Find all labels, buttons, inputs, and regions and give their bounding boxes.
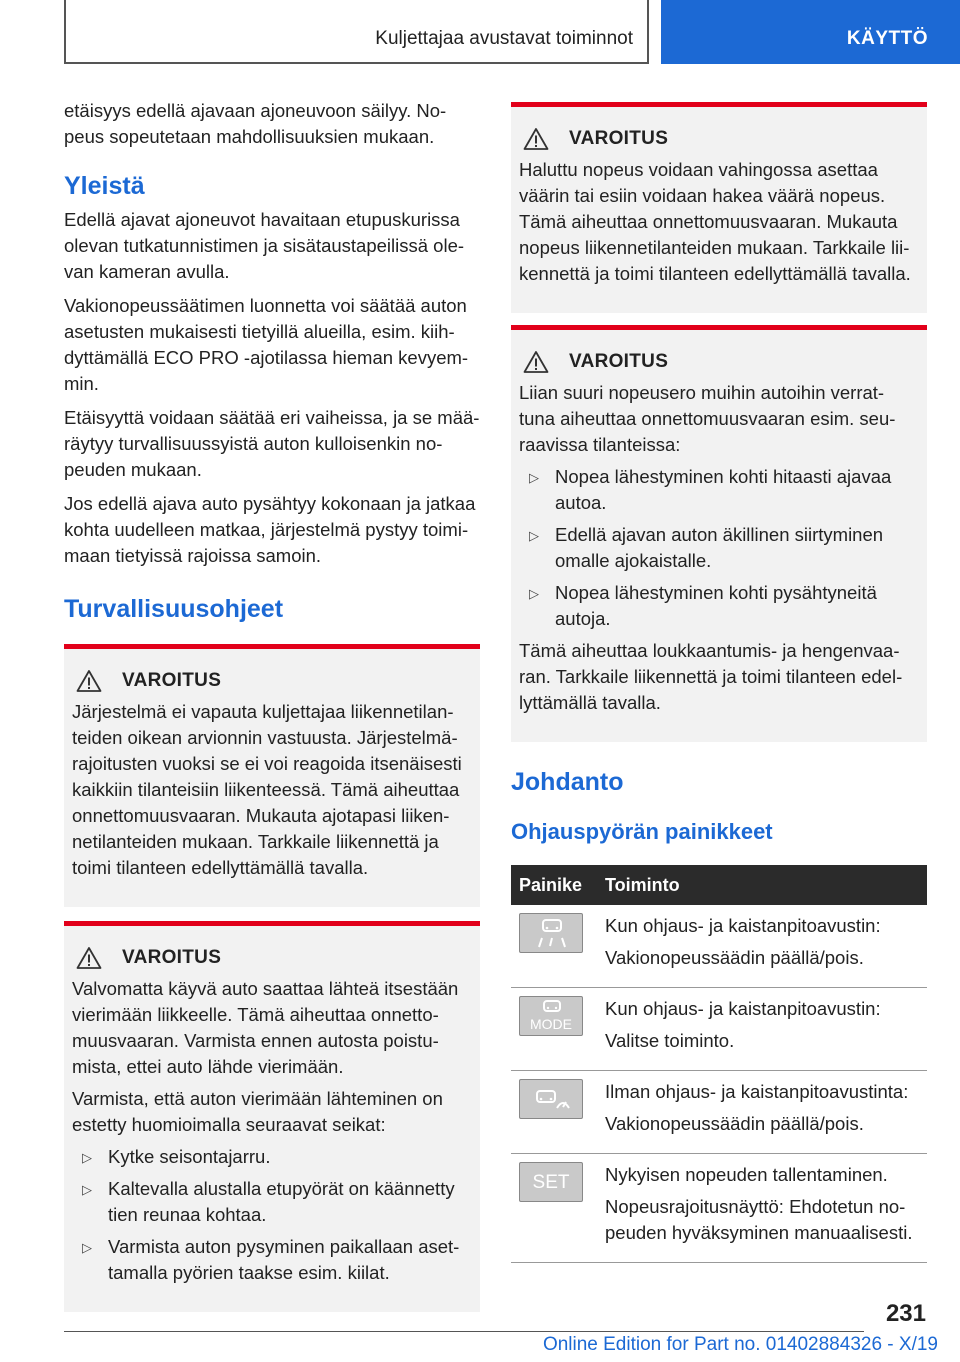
header-chapter-title: KÄYTTÖ bbox=[846, 28, 928, 49]
function-line: Nykyisen nopeuden tallentaminen. bbox=[605, 1164, 888, 1185]
warning-title bbox=[72, 669, 472, 693]
warning-title-text: VAROITUS bbox=[569, 351, 669, 372]
header-section-title: Kuljettajaa avustavat toiminnot bbox=[375, 28, 633, 49]
warning-triangle-icon bbox=[76, 669, 102, 693]
key-label: MODE bbox=[530, 1016, 572, 1032]
warning-title-text: VAROITUS bbox=[569, 128, 669, 149]
warning-title-text: VAROITUS bbox=[122, 947, 222, 968]
list-item: ▷ Nopea lähestyminen kohti pysähtyneitä autoja. bbox=[529, 582, 877, 629]
warning-triangle-icon bbox=[523, 127, 549, 151]
intro-paragraph: etäisyys edellä ajavaan ajoneuvoon säilyy. No-peus sopeutetaan mahdollisuuksien mukaan. bbox=[64, 100, 447, 147]
list-item: ▷ Kytke seisontajarru. bbox=[72, 1144, 472, 1170]
buttons-table bbox=[511, 865, 927, 1263]
general-paragraph-1: Edellä ajavat ajoneuvot havaitaan etupuskurissa olevan tutkatunnistimen ja sisätaustapeilissä ole-van kameran avulla. bbox=[64, 209, 465, 282]
warning-title bbox=[519, 127, 919, 151]
warning-text: Tämä aiheuttaa loukkaantumis- ja hengenvaa-ran. Tarkkaile liikennettä ja toimi tilanteen edel-lyttämällä tavalla. bbox=[519, 640, 903, 713]
function-line: Vakionopeussäädin päällä/pois. bbox=[605, 1113, 864, 1134]
list-item: ▷ Kaltevalla alustalla etupyörät on käännetty tien reunaa kohtaa. bbox=[82, 1178, 455, 1225]
warning-list bbox=[519, 464, 919, 632]
lane-assist-button-icon bbox=[519, 913, 583, 953]
warning-box bbox=[511, 102, 927, 313]
function-line: Ilman ohjaus- ja kaistanpitoavustinta: bbox=[605, 1081, 909, 1102]
table-row bbox=[511, 905, 927, 988]
warning-title-text: VAROITUS bbox=[122, 670, 222, 691]
header-chapter-tab bbox=[661, 0, 960, 64]
table-header-row bbox=[511, 865, 927, 905]
bullet-triangle-icon: ▷ bbox=[529, 528, 539, 543]
warning-box bbox=[511, 325, 927, 742]
warning-text: Valvomatta käyvä auto saattaa lähteä itsestään vierimään liikkeelle. Tämä aiheuttaa onnetto-muusvaaran. Varmista ennen autosta poistu-mista, ettei auto lähde vierimään. bbox=[72, 978, 459, 1077]
warning-text: Haluttu nopeus voidaan vahingossa asettaa väärin tai esiin voidaan hakea väärä nopeus. Tämä aiheuttaa onnettomuusvaaran. Mukauta nopeus liikennetilanteiden mukaan. Tarkkaile lii-kennettä ja toimi tilanteen edellyttämällä tavalla. bbox=[519, 159, 911, 284]
warning-title bbox=[72, 946, 472, 970]
buttons-heading: Ohjauspyörän painikkeet bbox=[511, 819, 773, 844]
function-line: Kun ohjaus- ja kaistanpitoavustin: bbox=[605, 998, 881, 1019]
general-paragraph-2: Vakionopeussäätimen luonnetta voi säätää auton asetusten mukaisesti tietyillä alueilla, esim. kiih-dyttämällä ECO PRO -ajotilassa hieman kevyem-min. bbox=[64, 295, 469, 394]
footer-divider bbox=[64, 1331, 864, 1332]
table-row bbox=[511, 1154, 927, 1263]
warning-box bbox=[64, 921, 480, 1312]
table-row bbox=[511, 1071, 927, 1154]
warning-title bbox=[519, 350, 919, 374]
warning-triangle-icon bbox=[76, 946, 102, 970]
function-line: Nopeusrajoitusnäyttö: Ehdotetun no-peuden hyväksyminen manuaalisesti. bbox=[605, 1196, 913, 1243]
bullet-triangle-icon: ▷ bbox=[529, 586, 539, 601]
function-line: Valitse toiminto. bbox=[605, 1030, 735, 1051]
left-column bbox=[64, 98, 480, 1326]
page-number: 231 bbox=[885, 1300, 926, 1327]
footer-edition: Online Edition for Part no. 01402884326 - X/19 bbox=[542, 1334, 938, 1355]
safety-heading: Turvallisuusohjeet bbox=[64, 595, 284, 623]
cruise-control-button-icon bbox=[519, 1079, 583, 1119]
warning-text: Järjestelmä ei vapauta kuljettajaa liikennetilan-teiden oikean arvionnin vastuusta. Järjestelmä-rajoitusten vuoksi se ei voi reagoida itsenäisesti kaikkiin tilanteisiin liikenteessä. Tämä aiheuttaa onnettomuusvaaran. Mukauta ajotapasi liiken-netilanteiden mukaan. Tarkkaile liikennettä ja toimi tilanteen edellyttämällä tavalla. bbox=[72, 701, 462, 878]
table-header-button: Painike bbox=[511, 865, 597, 905]
general-paragraph-4: Jos edellä ajava auto pysähtyy kokonaan ja jatkaa kohta uudelleen matkaa, järjestelmä pystyy toimi-maan tietyissä rajoissa samoin. bbox=[64, 493, 476, 566]
warning-text: Liian suuri nopeusero muihin autoihin verrat-tuna aiheuttaa onnettomuusvaaran esim. seu-raavissa tilanteissa: bbox=[519, 382, 896, 455]
warning-list bbox=[72, 1144, 472, 1286]
right-column bbox=[511, 102, 927, 1263]
list-item: ▷ Edellä ajavan auton äkillinen siirtyminen omalle ajokaistalle. bbox=[529, 524, 884, 571]
warning-triangle-icon bbox=[523, 350, 549, 374]
intro-heading: Johdanto bbox=[511, 768, 624, 796]
bullet-triangle-icon: ▷ bbox=[82, 1240, 92, 1255]
key-label: SET bbox=[532, 1172, 570, 1193]
list-item: ▷ Varmista auton pysyminen paikallaan aset-tamalla pyörien taakse esim. kiilat. bbox=[82, 1236, 460, 1283]
set-button-icon bbox=[519, 1162, 583, 1202]
table-row bbox=[511, 988, 927, 1071]
general-heading: Yleistä bbox=[64, 172, 145, 200]
list-item: ▷ Nopea lähestyminen kohti hitaasti ajavaa autoa. bbox=[529, 466, 892, 513]
function-line: Vakionopeussäädin päällä/pois. bbox=[605, 947, 864, 968]
bullet-triangle-icon: ▷ bbox=[82, 1150, 92, 1165]
table-header-function: Toiminto bbox=[597, 865, 927, 905]
warning-box bbox=[64, 644, 480, 907]
warning-text: Varmista, että auton vierimään lähteminen on estetty huomioimalla seuraavat seikat: bbox=[72, 1088, 443, 1135]
mode-button-icon bbox=[519, 996, 583, 1036]
bullet-triangle-icon: ▷ bbox=[82, 1182, 92, 1197]
header-section-tab bbox=[64, 0, 649, 64]
function-line: Kun ohjaus- ja kaistanpitoavustin: bbox=[605, 915, 881, 936]
bullet-triangle-icon: ▷ bbox=[529, 470, 539, 485]
general-paragraph-3: Etäisyyttä voidaan säätää eri vaiheissa, ja se mää-räytyy turvallisuussyistä auton kulloisenkin no-peuden mukaan. bbox=[64, 407, 480, 480]
